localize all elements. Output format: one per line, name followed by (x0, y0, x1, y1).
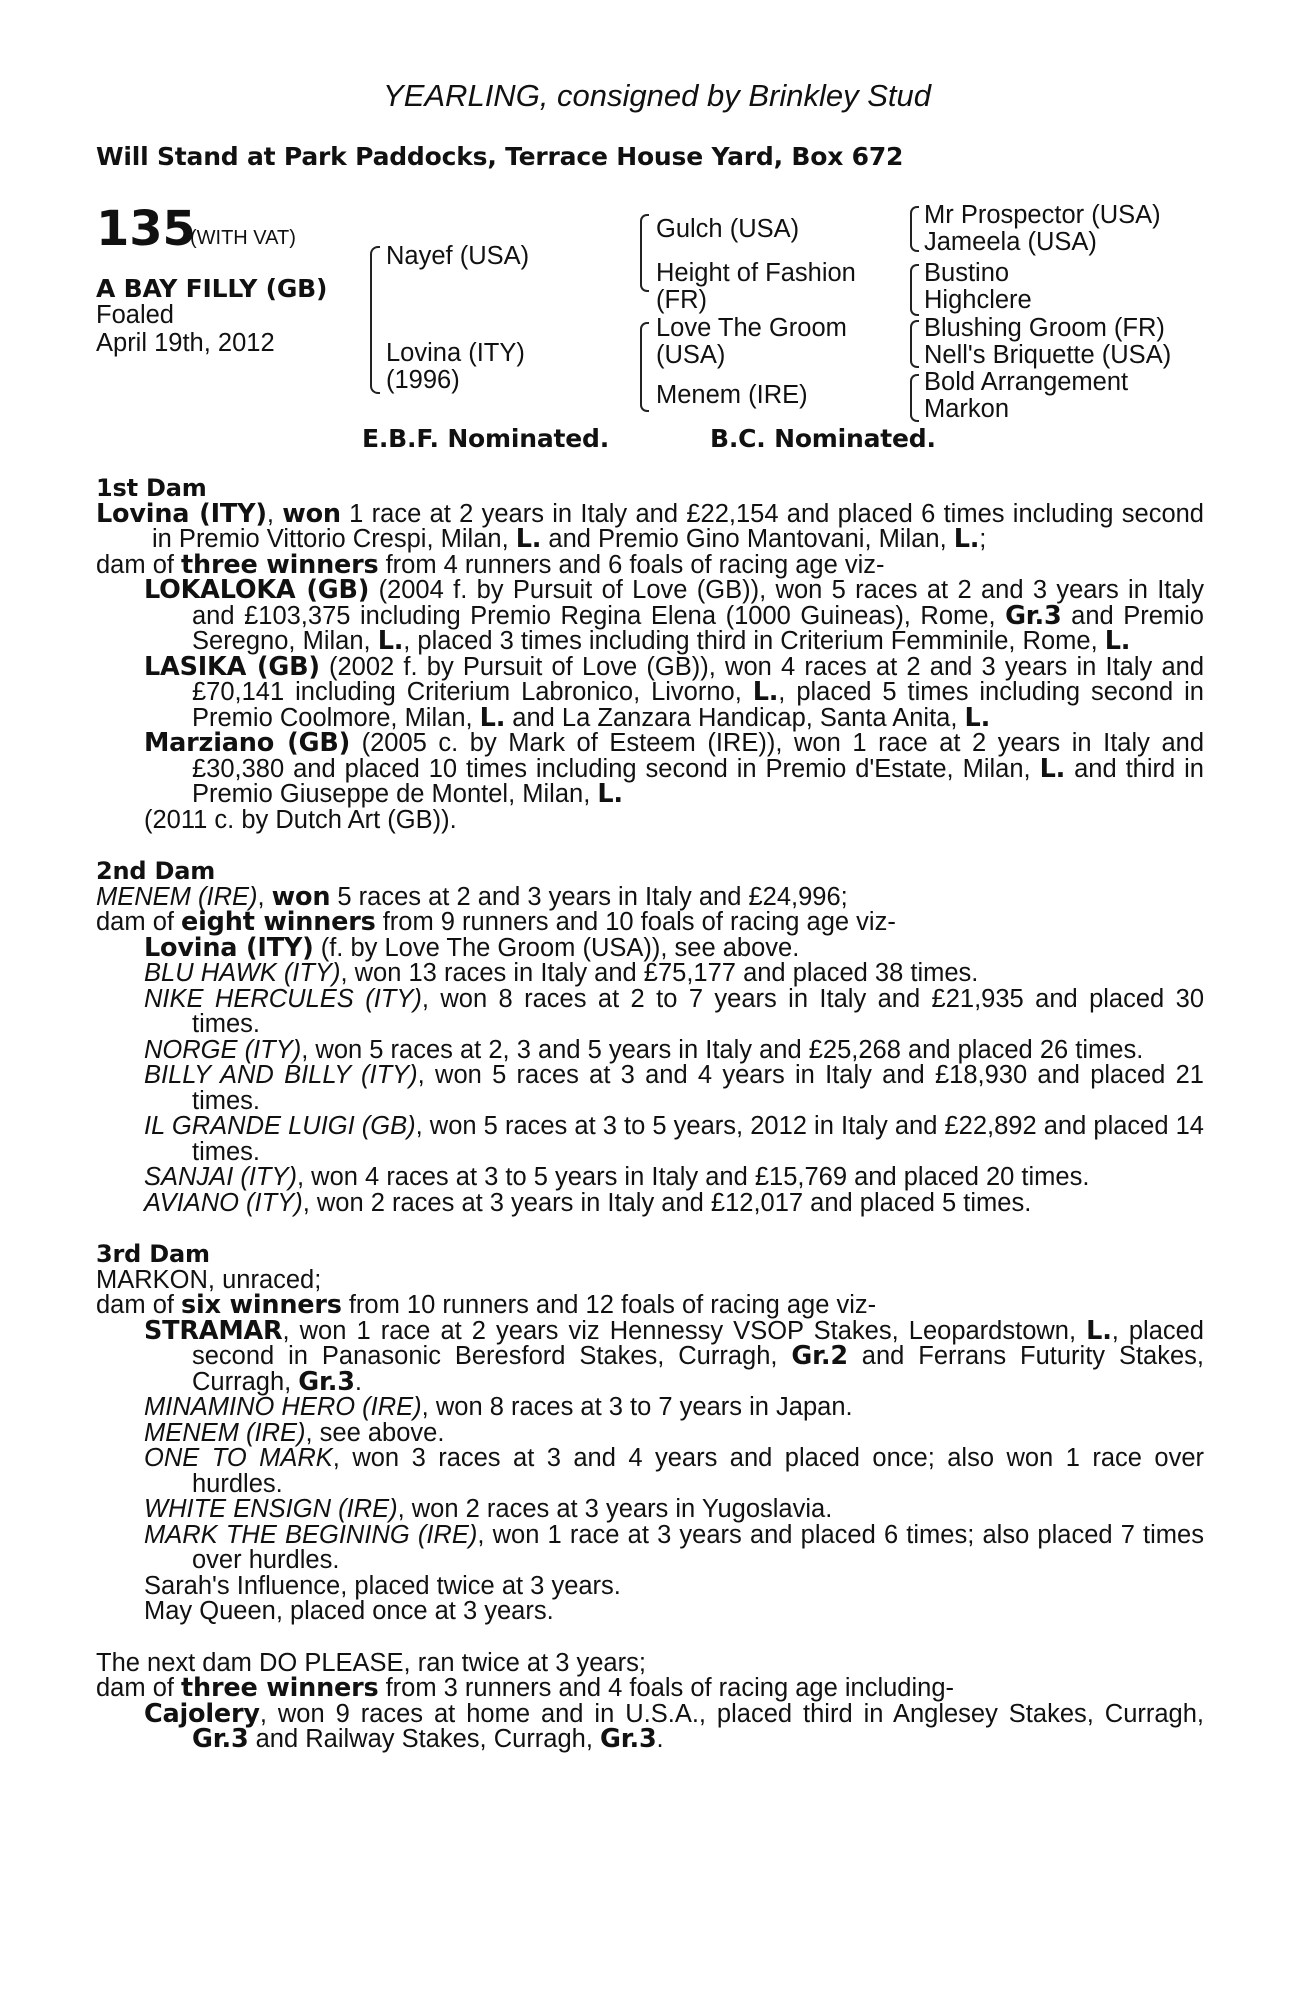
third-dam-offspring: MENEM (IRE), see above. (144, 1418, 445, 1447)
first-dam-offspring: LASIKA (GB) (2002 f. by Pursuit of Love (GB)), won 4 races at 2 and 3 years in Italy and £70,141 including Criterium Labronico, Livorno, L., placed 5 times including second in Premio Coolmore, Milan, L. and La Zanzara Handicap, Santa Anita, L. (144, 651, 1205, 733)
bc-nominated: B.C. Nominated. (710, 424, 936, 453)
pedigree-ds: Love The Groom (656, 314, 847, 342)
second-dam-offspring: SANJAI (ITY), won 4 races at 3 to 5 years in Italy and £15,769 and placed 20 times. (144, 1163, 1090, 1191)
second-dam-title: 2nd Dam (96, 857, 216, 885)
third-dam-offspring: Sarah's Influence, placed twice at 3 years. (144, 1571, 621, 1600)
next-dam-produce-summary: dam of three winners from 3 runners and 4 foals of racing age including- (96, 1673, 954, 1703)
pedigree-dd: Menem (IRE) (656, 381, 808, 409)
pedigree-ssd: Jameela (USA) (924, 228, 1097, 256)
pedigree-sd: Height of Fashion (656, 259, 856, 287)
pedigree-brace-dam (640, 322, 649, 412)
third-dam-offspring: MINAMINO HERO (IRE), won 8 races at 3 to 7 years in Japan. (144, 1393, 853, 1421)
next-dam-record: The next dam DO PLEASE, ran twice at 3 years; (96, 1648, 646, 1677)
second-dam-section (96, 859, 1204, 1216)
pedigree-sdd: Highclere (924, 286, 1032, 314)
pedigree-brace-sire (640, 214, 649, 292)
pedigree-dam-year: (1996) (386, 366, 460, 394)
third-dam-section (96, 1242, 1204, 1625)
pedigree-brace-ds (910, 320, 919, 368)
pedigree-dsd: Nell's Briquette (USA) (924, 341, 1172, 369)
second-dam-offspring: Lovina (ITY) (f. by Love The Groom (USA)), see above. (144, 932, 800, 963)
pedigree-brace-sire-dam (370, 246, 380, 394)
stand-location: Will Stand at Park Paddocks, Terrace House Yard, Box 672 (96, 142, 904, 171)
first-dam-name: Lovina (ITY) (96, 498, 267, 529)
pedigree-brace-dd (910, 374, 919, 422)
pedigree-dam: Lovina (ITY) (386, 339, 525, 367)
second-dam-offspring: AVIANO (ITY), won 2 races at 3 years in Italy and £12,017 and placed 5 times. (144, 1188, 1032, 1217)
third-dam-offspring: MARK THE BEGINING (IRE), won 1 race at 3 years and placed 6 times; also placed 7 times over hurdles. (144, 1520, 1204, 1574)
third-dam-offspring: ONE TO MARK, won 3 races at 3 and 4 years and placed once; also won 1 race over hurdles. (144, 1444, 1204, 1498)
next-dam-section (96, 1648, 1204, 1754)
second-dam-produce-summary: dam of eight winners from 9 runners and 10 foals of racing age viz- (96, 907, 896, 937)
foaled-label: Foaled (96, 301, 174, 329)
third-dam-offspring: May Queen, placed once at 3 years. (144, 1597, 554, 1625)
pedigree-sds: Bustino (924, 259, 1010, 287)
second-dam-record: MENEM (IRE), won 5 races at 2 and 3 years in Italy and £24,996; (96, 881, 848, 912)
first-dam-title: 1st Dam (96, 474, 207, 502)
first-dam-produce-summary: dam of three winners from 4 runners and 6 foals of racing age viz- (96, 549, 885, 580)
pedigree-sd-country: (FR) (656, 286, 707, 314)
foaled-date: April 19th, 2012 (96, 329, 275, 357)
third-dam-title: 3rd Dam (96, 1240, 210, 1268)
third-dam-record: MARKON, unraced; (96, 1265, 322, 1294)
pedigree-dss: Blushing Groom (FR) (924, 314, 1165, 342)
pedigree-sss: Mr Prospector (USA) (924, 201, 1161, 229)
first-dam-offspring: LOKALOKA (GB) (2004 f. by Pursuit of Love (GB)), won 5 races at 2 and 3 years in Italy and £103,375 including Premio Regina Elena (1000 Guineas), Rome, Gr.3 and Premio Seregno, Milan, L., placed 3 times including third in Criterium Femminile, Rome, L. (144, 575, 1204, 656)
pedigree-brace-ss (910, 206, 919, 252)
second-dam-offspring: BILLY AND BILLY (ITY), won 5 races at 3 and 4 years in Italy and £18,930 and placed 21 times. (144, 1061, 1204, 1115)
lot-description: A BAY FILLY (GB) (96, 274, 328, 303)
page-heading: YEARLING, consigned by Brinkley Stud (383, 78, 931, 113)
lot-vat: (WITH VAT) (190, 227, 296, 249)
dam-record (0, 476, 1314, 1753)
second-dam-offspring: NIKE HERCULES (ITY), won 8 races at 2 to 7 years in Italy and £21,935 and placed 30 times. (144, 984, 1204, 1038)
second-dam-offspring: NORGE (ITY), won 5 races at 2, 3 and 5 years in Italy and £25,268 and placed 26 times. (144, 1035, 1144, 1064)
second-dam-offspring: BLU HAWK (ITY), won 13 races in Italy and £75,177 and placed 38 times. (144, 959, 979, 987)
pedigree-dds: Bold Arrangement (924, 368, 1129, 396)
first-dam-offspring: Marziano (GB) (2005 c. by Mark of Esteem (IRE)), won 1 race at 2 years in Italy and £30,380 and placed 10 times including second in Premio d'Estate, Milan, L. and third in Premio Giuseppe de Montel, Milan, L. (144, 728, 1204, 809)
pedigree-sire: Nayef (USA) (386, 242, 530, 270)
second-dam-offspring: IL GRANDE LUIGI (GB), won 5 races at 3 to 5 years, 2012 in Italy and £22,892 and placed 14 times. (144, 1112, 1204, 1166)
first-dam-record: Lovina (ITY), won 1 race at 2 years in Italy and £22,154 and placed 6 times including second in Premio Vittorio Crespi, Milan, L. and Premio Gino Mantovani, Milan, L.; (96, 498, 1204, 554)
pedigree-brace-sd (910, 264, 919, 316)
next-dam-offspring: Cajolery, won 9 races at home and in U.S.A., placed third in Anglesey Stakes, Curragh, Gr.3 and Railway Stakes, Curragh, Gr.3. (144, 1698, 1204, 1754)
first-dam-section (96, 476, 1204, 833)
lot-number: 135 (96, 201, 196, 257)
ebf-nominated: E.B.F. Nominated. (362, 424, 610, 453)
third-dam-offspring: WHITE ENSIGN (IRE), won 2 races at 3 years in Yugoslavia. (144, 1495, 833, 1523)
pedigree-ddd: Markon (924, 395, 1010, 423)
third-dam-offspring: STRAMAR, won 1 race at 2 years viz Hennessy VSOP Stakes, Leopardstown, L., placed second in Panasonic Beresford Stakes, Curragh, Gr.2 and Ferrans Futurity Stakes, Curragh, Gr.3. (144, 1315, 1204, 1397)
third-dam-produce-summary: dam of six winners from 10 runners and 12 foals of racing age viz- (96, 1290, 877, 1320)
pedigree-ss: Gulch (USA) (656, 215, 800, 243)
first-dam-offspring: (2011 c. by Dutch Art (GB)). (144, 805, 457, 834)
pedigree-ds-country: (USA) (656, 341, 726, 369)
